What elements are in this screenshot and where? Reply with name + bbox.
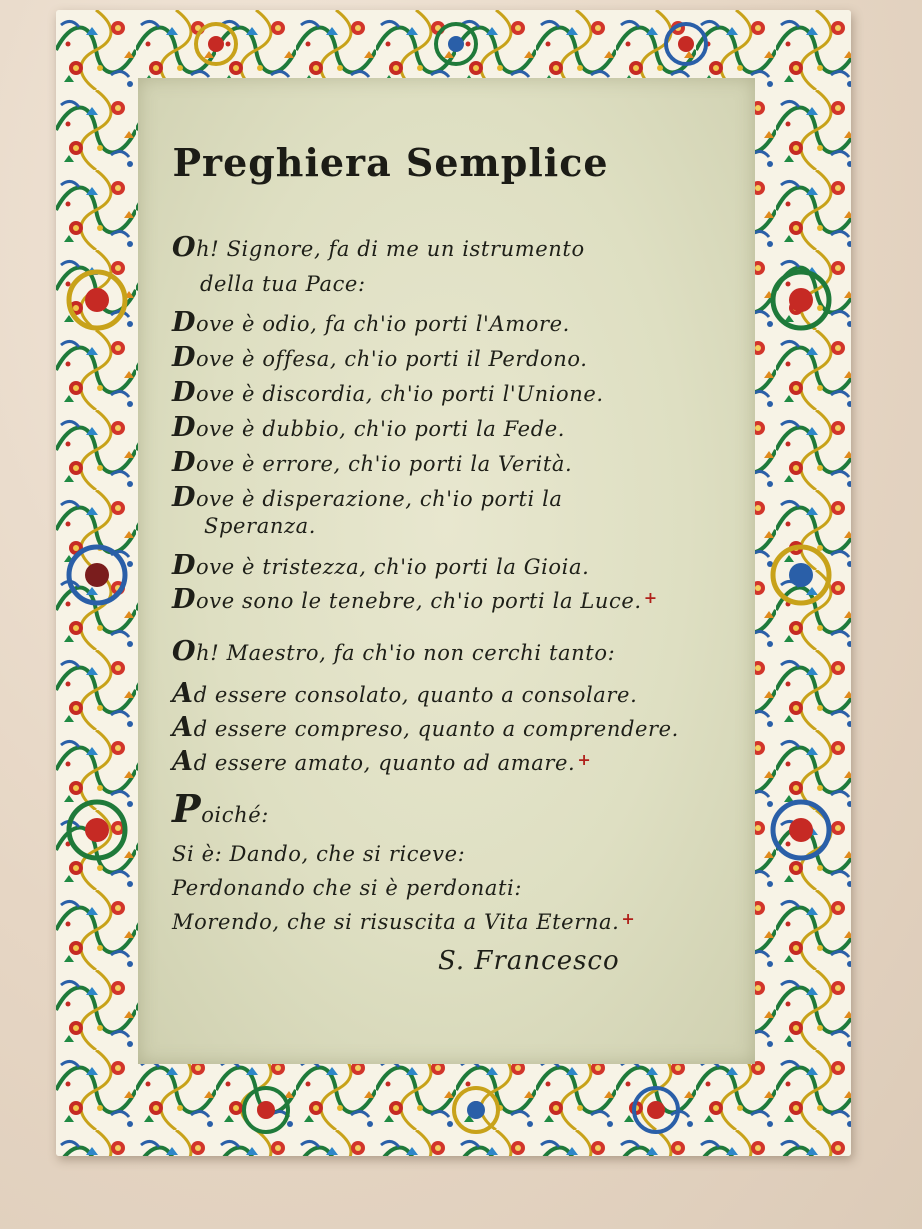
verse-line: Dove sono le tenebre, ch'io porti la Luce. + — [172, 584, 658, 615]
signature: S. Francesco — [438, 946, 620, 976]
verse-line: Dove è tristezza, ch'io porti la Gioia. — [172, 550, 590, 581]
verse-line: Oh! Maestro, fa ch'io non cerchi tanto: — [172, 636, 616, 667]
verse-line: Ad essere compreso, quanto a comprendere. — [172, 712, 679, 743]
verse-line: Dove è dubbio, ch'io porti la Fede. — [172, 412, 566, 443]
verse-line: Speranza. — [204, 514, 316, 538]
verse-line: Dove è discordia, ch'io porti l'Unione. — [172, 377, 604, 408]
verse-line: Dove è offesa, ch'io porti il Perdono. — [172, 342, 588, 373]
verse-line: della tua Pace: — [200, 272, 366, 296]
verse-line: Dove è odio, fa ch'io porti l'Amore. — [172, 307, 570, 338]
verse-line: Oh! Signore, fa di me un istrumento — [172, 232, 585, 263]
verse-line: Ad essere amato, quanto ad amare. + — [172, 746, 592, 777]
verse-line: Ad essere consolato, quanto a consolare. — [172, 678, 638, 709]
cross-symbol: + — [621, 909, 636, 928]
verse-line: Dove è errore, ch'io porti la Verità. — [172, 447, 573, 478]
verse-line: Poiché: — [172, 786, 269, 831]
verse-line: Morendo, che si risuscita a Vita Eterna. + — [172, 909, 636, 934]
cross-symbol: + — [643, 588, 658, 607]
prayer-title: Preghiera Semplice — [172, 140, 609, 185]
verse-line: Dove è disperazione, ch'io porti la — [172, 482, 563, 513]
cross-symbol: + — [577, 750, 592, 769]
verse-line: Si è: Dando, che si riceve: — [172, 842, 466, 866]
verse-line: Perdonando che si è perdonati: — [172, 876, 523, 900]
